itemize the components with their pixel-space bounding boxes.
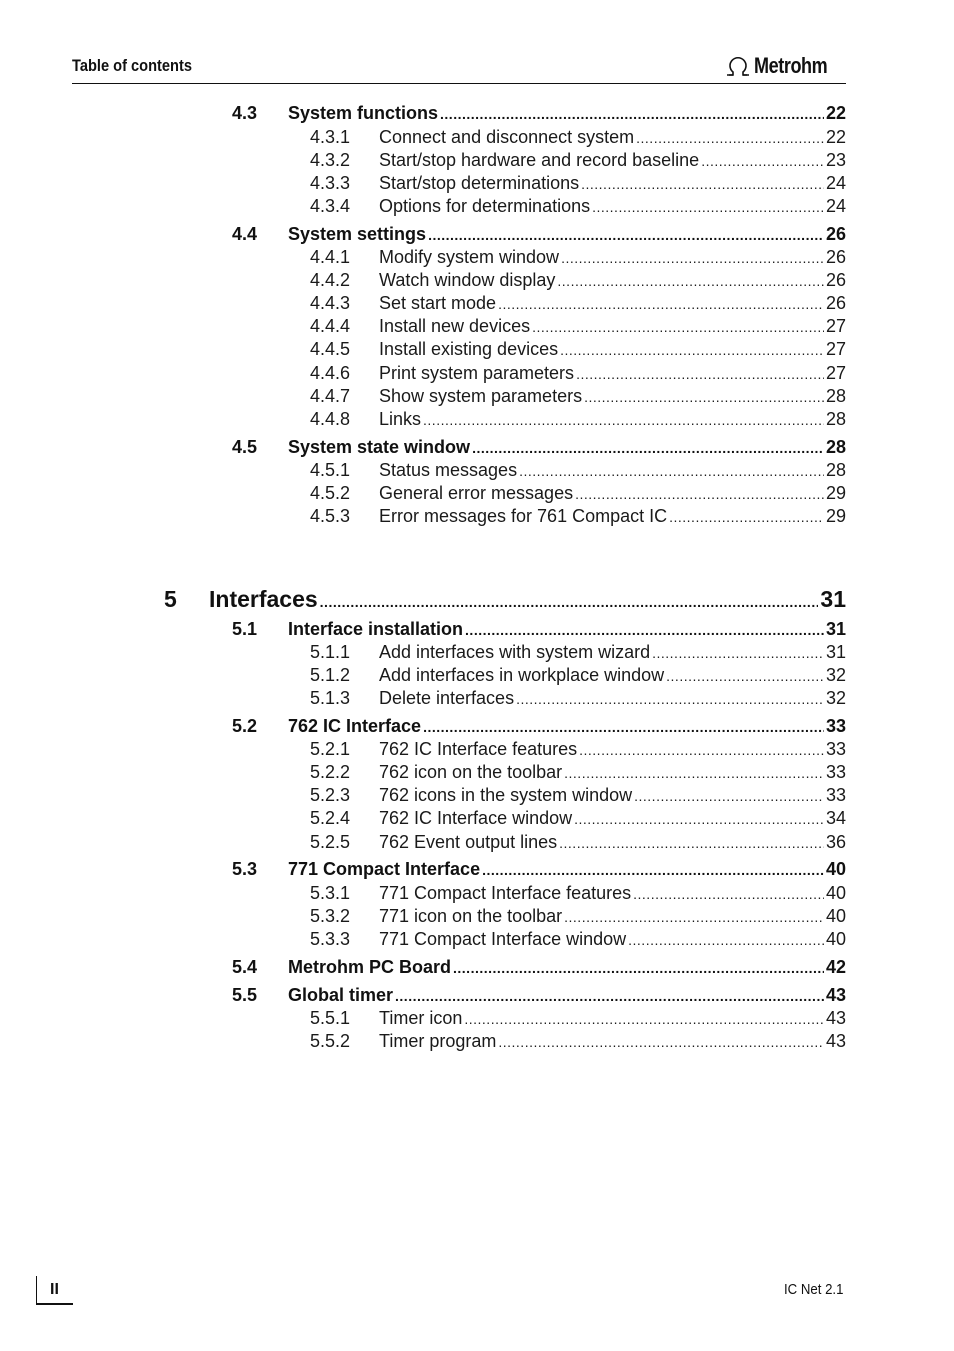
- toc-dot-leader: [472, 437, 824, 458]
- toc-entry-number: 5.3.3: [310, 929, 351, 949]
- toc-dot-leader: [559, 832, 824, 853]
- toc-entry-title: 762 icon on the toolbar: [379, 762, 563, 782]
- toc-entry-page: 40: [825, 929, 846, 949]
- toc-entry-number: 5.1.3: [310, 688, 351, 708]
- toc-entry-title: Start/stop determinations: [379, 173, 580, 193]
- toc-entry-sub: [310, 505, 846, 527]
- toc-entry-title: Install existing devices: [379, 339, 559, 359]
- toc-entry-page: 31: [820, 586, 846, 612]
- toc-dot-leader: [652, 642, 824, 663]
- toc-entry-sub: [310, 831, 846, 853]
- toc-entry-page: 26: [825, 293, 846, 313]
- toc-entry-page: 28: [825, 386, 846, 406]
- toc-entry-sub: [310, 687, 846, 709]
- toc-entry-number: 5.5: [232, 985, 258, 1005]
- toc-entry-page: 34: [825, 808, 846, 828]
- toc-entry-section: [232, 984, 846, 1006]
- toc-entry-page: 28: [825, 409, 846, 429]
- toc-dot-leader: [465, 619, 824, 640]
- toc-entry-page: 26: [825, 270, 846, 290]
- toc-dot-leader: [574, 808, 824, 829]
- toc-entry-page: 24: [825, 196, 846, 216]
- toc-dot-leader: [453, 957, 824, 978]
- toc-entry-sub: [310, 761, 846, 783]
- toc-entry-section: [232, 102, 846, 124]
- toc-entry-section: [232, 956, 846, 978]
- toc-entry-page: 43: [825, 985, 846, 1005]
- toc-entry-number: 5.2.2: [310, 762, 351, 782]
- toc-entry-page: 32: [825, 688, 846, 708]
- toc-entry-page: 27: [825, 363, 846, 383]
- toc-dot-leader: [636, 127, 824, 148]
- toc-entry-page: 33: [825, 716, 846, 736]
- toc-entry-title: Modify system window: [379, 247, 560, 267]
- toc-entry-number: 4.4: [232, 224, 258, 244]
- toc-entry-title: Show system parameters: [379, 386, 583, 406]
- toc-entry-title: Interface installation: [288, 619, 464, 639]
- toc-entry-number: 4.4.5: [310, 339, 351, 359]
- toc-entry-number: 5.1.1: [310, 642, 351, 662]
- toc-dot-leader: [666, 665, 824, 686]
- toc-entry-title: Status messages: [379, 460, 518, 480]
- toc-entry-page: 22: [825, 103, 846, 123]
- toc-entry-sub: [310, 385, 846, 407]
- toc-entry-number: 4.4.3: [310, 293, 351, 313]
- toc-dot-leader: [669, 506, 824, 527]
- toc-entry-number: 5.2.5: [310, 832, 351, 852]
- toc-dot-leader: [561, 247, 824, 268]
- toc-entry-number: 5: [164, 586, 177, 612]
- toc-entry-sub: [310, 292, 846, 314]
- toc-entry-number: 5.2.4: [310, 808, 351, 828]
- toc-entry-chapter: [164, 585, 846, 613]
- toc-dot-leader: [464, 1008, 824, 1029]
- toc-dot-leader: [395, 985, 824, 1006]
- toc-entry-title: Connect and disconnect system: [379, 127, 635, 147]
- toc-entry-sub: [310, 905, 846, 927]
- toc-entry-page: 28: [825, 437, 846, 457]
- toc-entry-page: 24: [825, 173, 846, 193]
- toc-entry-number: 4.3.4: [310, 196, 351, 216]
- toc-entry-number: 4.5.3: [310, 506, 351, 526]
- toc-dot-leader: [498, 1031, 824, 1052]
- omega-icon: [724, 54, 752, 78]
- toc-entry-section: [232, 223, 846, 245]
- toc-entry-sub: [310, 172, 846, 194]
- toc-entry-title: Set start mode: [379, 293, 497, 313]
- toc-entry-number: 4.4.7: [310, 386, 351, 406]
- toc-dot-leader: [498, 293, 824, 314]
- toc-entry-number: 4.5.2: [310, 483, 351, 503]
- toc-entry-page: 33: [825, 762, 846, 782]
- toc-entry-sub: [310, 338, 846, 360]
- toc-entry-number: 4.3.1: [310, 127, 351, 147]
- toc-entry-page: 29: [825, 506, 846, 526]
- toc-entry-page: 33: [825, 785, 846, 805]
- toc-entry-title: 762 IC Interface window: [379, 808, 573, 828]
- toc-entry-sub: [310, 126, 846, 148]
- toc-entry-title: General error messages: [379, 483, 574, 503]
- toc-entry-title: 762 IC Interface features: [379, 739, 578, 759]
- toc-entry-page: 40: [825, 859, 846, 879]
- toc-entry-number: 5.3: [232, 859, 258, 879]
- toc-entry-title: Error messages for 761 Compact IC: [379, 506, 668, 526]
- toc-entry-sub: [310, 641, 846, 663]
- toc-dot-leader: [584, 386, 824, 407]
- toc-entry-number: 5.3.2: [310, 906, 351, 926]
- metrohm-logo: [724, 52, 843, 80]
- toc-entry-page: 31: [825, 642, 846, 662]
- toc-dot-leader: [560, 339, 824, 360]
- toc-entry-title: Watch window display: [379, 270, 556, 290]
- toc-entry-sub: [310, 269, 846, 291]
- toc-entry-title: Install new devices: [379, 316, 531, 336]
- toc-entry-sub: [310, 1007, 846, 1029]
- toc-dot-leader: [320, 588, 819, 613]
- toc-entry-sub: [310, 784, 846, 806]
- toc-entry-number: 5.5.1: [310, 1008, 351, 1028]
- toc-entry-number: 4.3.3: [310, 173, 351, 193]
- toc-dot-leader: [701, 150, 824, 171]
- toc-entry-number: 5.2.1: [310, 739, 351, 759]
- toc-entry-page: 22: [825, 127, 846, 147]
- toc-entry-section: [232, 858, 846, 880]
- toc-dot-leader: [564, 762, 824, 783]
- toc-entry-number: 5.4: [232, 957, 258, 977]
- toc-dot-leader: [516, 688, 824, 709]
- toc-entry-section: [232, 618, 846, 640]
- toc-entry-sub: [310, 459, 846, 481]
- toc-entry-page: 40: [825, 906, 846, 926]
- toc-dot-leader: [628, 929, 824, 950]
- toc-dot-leader: [532, 316, 824, 337]
- logo-text: Metrohm: [754, 53, 828, 78]
- toc-entry-sub: [310, 664, 846, 686]
- toc-entry-title: Add interfaces in workplace window: [379, 665, 665, 685]
- footer-divider: [36, 1303, 73, 1305]
- toc-dot-leader: [440, 103, 824, 124]
- toc-entry-sub: [310, 482, 846, 504]
- toc-dot-leader: [423, 716, 824, 737]
- toc-entry-sub: [310, 807, 846, 829]
- header-title: Table of contents: [72, 56, 192, 75]
- header-divider: [72, 83, 846, 84]
- toc-entry-page: 42: [825, 957, 846, 977]
- toc-entry-number: 4.4.6: [310, 363, 351, 383]
- toc-entry-number: 4.4.1: [310, 247, 351, 267]
- toc-entry-title: Links: [379, 409, 422, 429]
- toc-dot-leader: [519, 460, 824, 481]
- toc-entry-number: 5.1: [232, 619, 258, 639]
- toc-entry-sub: [310, 738, 846, 760]
- toc-entry-page: 29: [825, 483, 846, 503]
- toc-entry-page: 23: [825, 150, 846, 170]
- toc-entry-title: 762 Event output lines: [379, 832, 558, 852]
- toc-entry-number: 5.3.1: [310, 883, 351, 903]
- toc-dot-leader: [581, 173, 824, 194]
- toc-entry-page: 43: [825, 1008, 846, 1028]
- toc-entry-title: 771 Compact Interface: [288, 859, 481, 879]
- toc-entry-title: Delete interfaces: [379, 688, 515, 708]
- toc-entry-page: 32: [825, 665, 846, 685]
- toc-dot-leader: [575, 483, 824, 504]
- toc-entry-sub: [310, 408, 846, 430]
- toc-entry-page: 27: [825, 339, 846, 359]
- toc-dot-leader: [592, 196, 824, 217]
- toc-dot-leader: [423, 409, 824, 430]
- toc-entry-number: 5.1.2: [310, 665, 351, 685]
- toc-dot-leader: [564, 906, 824, 927]
- footer-marker-line: [36, 1276, 37, 1304]
- toc-entry-sub: [310, 362, 846, 384]
- toc-entry-sub: [310, 246, 846, 268]
- toc-entry-page: 28: [825, 460, 846, 480]
- toc-entry-sub: [310, 882, 846, 904]
- toc-entry-page: 27: [825, 316, 846, 336]
- toc-entry-title: System state window: [288, 437, 471, 457]
- document-name: IC Net 2.1: [784, 1281, 844, 1298]
- toc-dot-leader: [576, 363, 824, 384]
- toc-entry-sub: [310, 315, 846, 337]
- toc-entry-page: 33: [825, 739, 846, 759]
- toc-dot-leader: [579, 739, 824, 760]
- toc-entry-title: Start/stop hardware and record baseline: [379, 150, 700, 170]
- toc-entry-number: 4.5: [232, 437, 258, 457]
- toc-entry-number: 5.2.3: [310, 785, 351, 805]
- toc-entry-title: 771 Compact Interface features: [379, 883, 632, 903]
- toc-entry-page: 40: [825, 883, 846, 903]
- toc-entry-number: 4.4.4: [310, 316, 351, 336]
- toc-entry-sub: [310, 1030, 846, 1052]
- toc-entry-title: System functions: [288, 103, 439, 123]
- toc-entry-title: Interfaces: [209, 586, 318, 612]
- toc-entry-number: 4.5.1: [310, 460, 351, 480]
- toc-entry-title: System settings: [288, 224, 427, 244]
- toc-dot-leader: [633, 883, 824, 904]
- toc-entry-page: 36: [825, 832, 846, 852]
- toc-entry-sub: [310, 195, 846, 217]
- toc-entry-sub: [310, 928, 846, 950]
- toc-entry-number: 4.3: [232, 103, 258, 123]
- toc-entry-title: 762 IC Interface: [288, 716, 422, 736]
- toc-entry-section: [232, 715, 846, 737]
- toc-entry-title: Global timer: [288, 985, 394, 1005]
- toc-entry-title: Print system parameters: [379, 363, 575, 383]
- toc-entry-number: 4.3.2: [310, 150, 351, 170]
- toc-entry-sub: [310, 149, 846, 171]
- toc-entry-title: 762 icons in the system window: [379, 785, 633, 805]
- toc-entry-number: 5.5.2: [310, 1031, 351, 1051]
- toc-entry-page: 26: [825, 224, 846, 244]
- toc-entry-title: Metrohm PC Board: [288, 957, 452, 977]
- toc-dot-leader: [482, 859, 824, 880]
- toc-entry-page: 31: [825, 619, 846, 639]
- toc-dot-leader: [634, 785, 824, 806]
- toc-entry-page: 26: [825, 247, 846, 267]
- toc-entry-title: Timer icon: [379, 1008, 463, 1028]
- toc-entry-title: Timer program: [379, 1031, 497, 1051]
- toc-entry-section: [232, 436, 846, 458]
- toc-entry-page: 43: [825, 1031, 846, 1051]
- toc-entry-title: Options for determinations: [379, 196, 591, 216]
- toc-dot-leader: [557, 270, 824, 291]
- toc-entry-number: 5.2: [232, 716, 258, 736]
- toc-entry-title: Add interfaces with system wizard: [379, 642, 651, 662]
- page-number: II: [50, 1281, 59, 1298]
- toc-entry-number: 4.4.8: [310, 409, 351, 429]
- toc-dot-leader: [428, 224, 824, 245]
- toc-entry-title: 771 Compact Interface window: [379, 929, 627, 949]
- toc-entry-title: 771 icon on the toolbar: [379, 906, 563, 926]
- toc-entry-number: 4.4.2: [310, 270, 351, 290]
